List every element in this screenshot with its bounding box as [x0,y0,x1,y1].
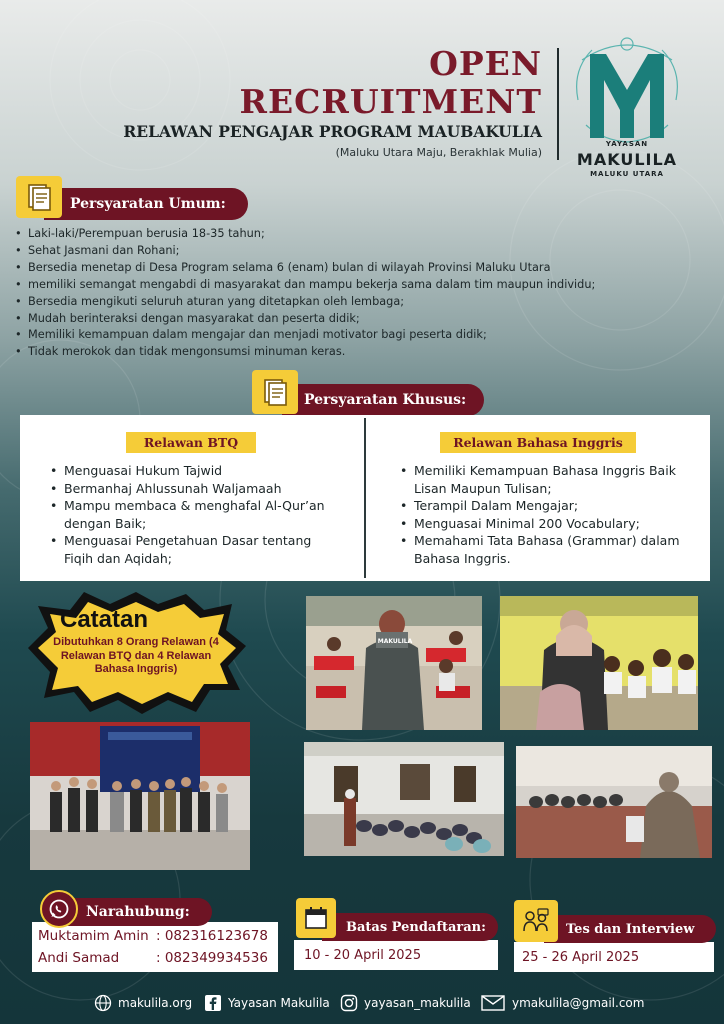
umum-section-header [44,188,248,220]
program-tagline: (Maluku Utara Maju, Berakhlak Mulia) [335,146,542,159]
deadline-section-title: Batas Pendaftaran: [346,919,486,935]
footer [0,994,724,1016]
list-item: • Memahami Tata Bahasa (Grammar) dalam Bahasa Inggris. [398,532,694,567]
list-item: • Menguasai Hukum Tajwid [48,462,338,480]
logo-place-text: MALUKU UTARA [590,170,664,178]
inggris-column-title: Relawan Bahasa Inggris [440,432,636,453]
contact-phone[interactable]: : 082349934536 [156,950,268,966]
catatan-text: Dibutuhkan 8 Orang Relawan (4 Relawan BTQ dan 4 Relawan Bahasa Inggris) [53,636,219,675]
whatsapp-icon [40,890,78,928]
contact-section-header [60,898,212,926]
contact-name: Muktamim Amin [38,928,149,944]
inggris-requirement-list [398,462,694,568]
list-item: • Sehat Jasmani dan Rohani; [14,243,714,260]
btq-requirement-list [48,462,338,568]
photo-mosque-gathering [304,742,504,856]
umum-requirement-list [14,226,714,361]
logo-yayasan-text: YAYASAN [605,140,649,148]
contact-name: Andi Samad [38,950,120,966]
footer-website[interactable] [94,994,192,1012]
deadline-section-header [322,913,498,941]
test-section-title: Tes dan Interview [566,921,695,937]
list-item: • memiliki semangat mengabdi di masyarakat dan mampu bekerja sama dalam tim maupun individu; [14,277,714,294]
logo-name-text: MAKULILA [576,150,678,169]
list-item: • Bermanhaj Ahlussunah Waljamaah [48,480,338,498]
list-item: • Mampu membaca & menghafal Al-Qur’an dengan Baik; [48,497,338,532]
khusus-section-title: Persyaratan Khusus: [304,392,467,408]
footer-facebook-text: Yayasan Makulila [228,996,330,1010]
photo-group-event [30,722,250,870]
contact-row [38,950,268,966]
list-item: • Menguasai Pengetahuan Dasar tentang Fiqih dan Aqidah; [48,532,338,567]
header-divider [557,48,559,160]
deadline-date: 10 - 20 April 2025 [304,948,422,963]
contact-section-title: Narahubung: [86,904,190,920]
list-item: • Bersedia mengikuti seluruh aturan yang ditetapkan oleh lembaga; [14,294,714,311]
mail-icon [480,994,506,1012]
document-icon [16,176,62,218]
list-item: • Memiliki kemampuan dalam mengajar dan menjadi motivator bagi peserta didik; [14,327,714,344]
footer-instagram-text: yayasan_makulila [364,996,471,1010]
contact-row [38,928,268,944]
contact-phone[interactable]: : 082316123678 [156,928,268,944]
test-date: 25 - 26 April 2025 [522,950,640,965]
program-subtitle: RELAWAN PENGAJAR PROGRAM MAUBAKULIA [123,122,542,141]
panel-divider [364,418,366,578]
photo-teacher-students [500,596,698,730]
test-section-header [544,915,716,943]
list-item: • Bersedia menetap di Desa Program selama 6 (enam) bulan di wilayah Provinsi Maluku Utara [14,260,714,277]
title-recruitment: RECRUITMENT [239,82,542,121]
catatan-title: Catatan [60,606,149,633]
photo-hall-sitting [516,746,712,858]
vest-text: MAKULILA [377,638,413,645]
photo-classroom-teacher [306,596,482,730]
list-item: • Terampil Dalam Mengajar; [398,497,694,515]
footer-email-text: ymakulila@gmail.com [512,996,645,1010]
list-item: • Tidak merokok dan tidak mengonsumsi minuman keras. [14,344,714,361]
list-item: • Memiliki Kemampuan Bahasa Inggris Baik Lisan Maupun Tulisan; [398,462,694,497]
list-item: • Mudah berinteraksi dengan masyarakat dan peserta didik; [14,311,714,328]
facebook-icon [204,994,222,1012]
umum-section-title: Persyaratan Umum: [70,196,226,212]
interview-icon [514,900,558,942]
footer-facebook[interactable] [204,994,330,1012]
document-icon [252,370,298,414]
calendar-icon [296,898,336,938]
title-open: OPEN [429,44,542,83]
footer-website-text: makulila.org [118,996,193,1010]
instagram-icon [340,994,358,1012]
globe-icon [94,994,112,1012]
btq-column-title: Relawan BTQ [126,432,256,453]
footer-instagram[interactable] [340,994,471,1012]
khusus-section-header [282,384,484,416]
list-item: • Laki-laki/Perempuan berusia 18-35 tahun; [14,226,714,243]
list-item: • Menguasai Minimal 200 Vocabulary; [398,515,694,533]
footer-email[interactable] [480,994,644,1012]
